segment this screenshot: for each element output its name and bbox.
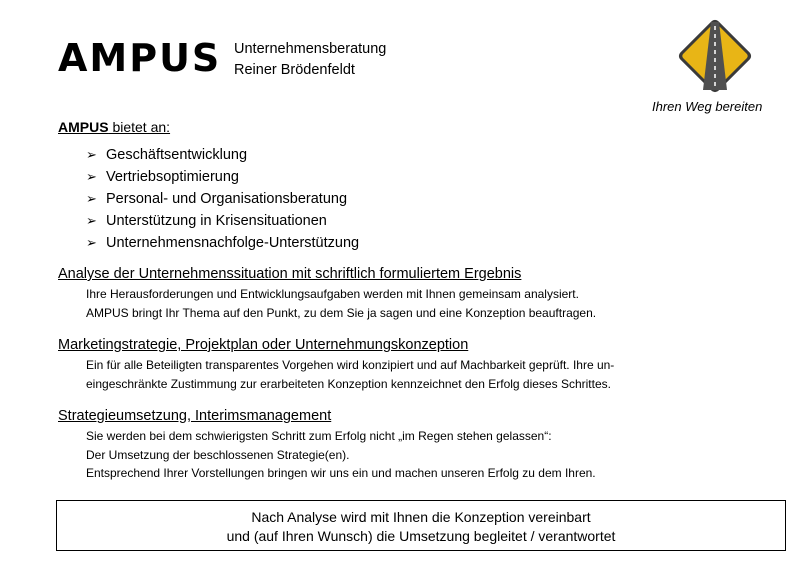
section-title: Analyse der Unternehmenssituation mit schriftlich formuliertem Ergebnis	[58, 266, 522, 282]
summary-line-1: Nach Analyse wird mit Ihnen die Konzeption vereinbart	[251, 509, 591, 525]
list-item	[86, 144, 359, 166]
body-line: Der Umsetzung der beschlossenen Strategie(en).	[86, 447, 350, 462]
offer-heading	[58, 119, 170, 135]
summary-line-2: und (auf Ihren Wunsch) die Umsetzung begleitet / verantwortet	[226, 527, 616, 544]
list-item-label: Unterstützung in Krisensituationen	[106, 213, 327, 229]
list-item	[86, 166, 359, 188]
subtitle-line-2: Reiner Brödenfeldt	[234, 62, 355, 78]
slogan: Ihren Weg bereiten	[652, 99, 763, 114]
brand-logo-text: AMPUS	[58, 36, 222, 80]
body-line: Sie werden bei dem schwierigsten Schritt zum Erfolg nicht „im Regen stehen gelassen“:	[86, 429, 552, 443]
list-item	[86, 232, 359, 254]
arrow-bullet-icon: ➢	[86, 147, 97, 162]
section-title: Marketingstrategie, Projektplan oder Unternehmungskonzeption	[58, 337, 469, 353]
arrow-bullet-icon: ➢	[86, 191, 97, 206]
section-body	[86, 285, 596, 322]
offer-heading-brand: AMPUS	[58, 119, 109, 135]
road-sign-icon	[673, 14, 757, 98]
body-line: Ihre Herausforderungen und Entwicklungsaufgaben werden mit Ihnen gemeinsam analysiert.	[86, 287, 579, 301]
list-item-label: Personal- und Organisationsberatung	[106, 191, 348, 207]
body-line: Ein für alle Beteiligten transparentes Vorgehen wird konzipiert und auf Machbarkeit geprüft. Ihre un-	[86, 358, 615, 372]
list-item	[86, 188, 359, 210]
body-line: Entsprechend Ihrer Vorstellungen bringen wir uns ein und machen unseren Erfolg zu dem Ihren.	[86, 466, 596, 480]
section-implementation	[58, 407, 596, 483]
list-item	[86, 210, 359, 232]
list-item-label: Unternehmensnachfolge-Unterstützung	[106, 235, 360, 251]
company-subtitle	[234, 39, 386, 81]
offer-list	[86, 144, 359, 254]
section-title: Strategieumsetzung, Interimsmanagement	[58, 408, 332, 424]
section-analysis	[58, 265, 596, 322]
list-item-label: Geschäftsentwicklung	[106, 147, 248, 163]
list-item-label: Vertriebsoptimierung	[106, 169, 239, 185]
section-strategy	[58, 336, 614, 393]
body-line: AMPUS bringt Ihr Thema auf den Punkt, zu dem Sie ja sagen und eine Konzeption beauftragen.	[86, 305, 597, 320]
subtitle-line-1: Unternehmensberatung	[234, 41, 387, 57]
offer-heading-text: bietet an:	[108, 119, 171, 135]
summary-box	[56, 500, 786, 551]
arrow-bullet-icon: ➢	[86, 213, 97, 228]
arrow-bullet-icon: ➢	[86, 235, 97, 250]
arrow-bullet-icon: ➢	[86, 169, 97, 184]
section-body	[86, 356, 614, 393]
section-body	[86, 427, 596, 483]
body-line: eingeschränkte Zustimmung zur erarbeiteten Konzeption kennzeichnet den Erfolg dieses Schrittes.	[86, 376, 611, 391]
